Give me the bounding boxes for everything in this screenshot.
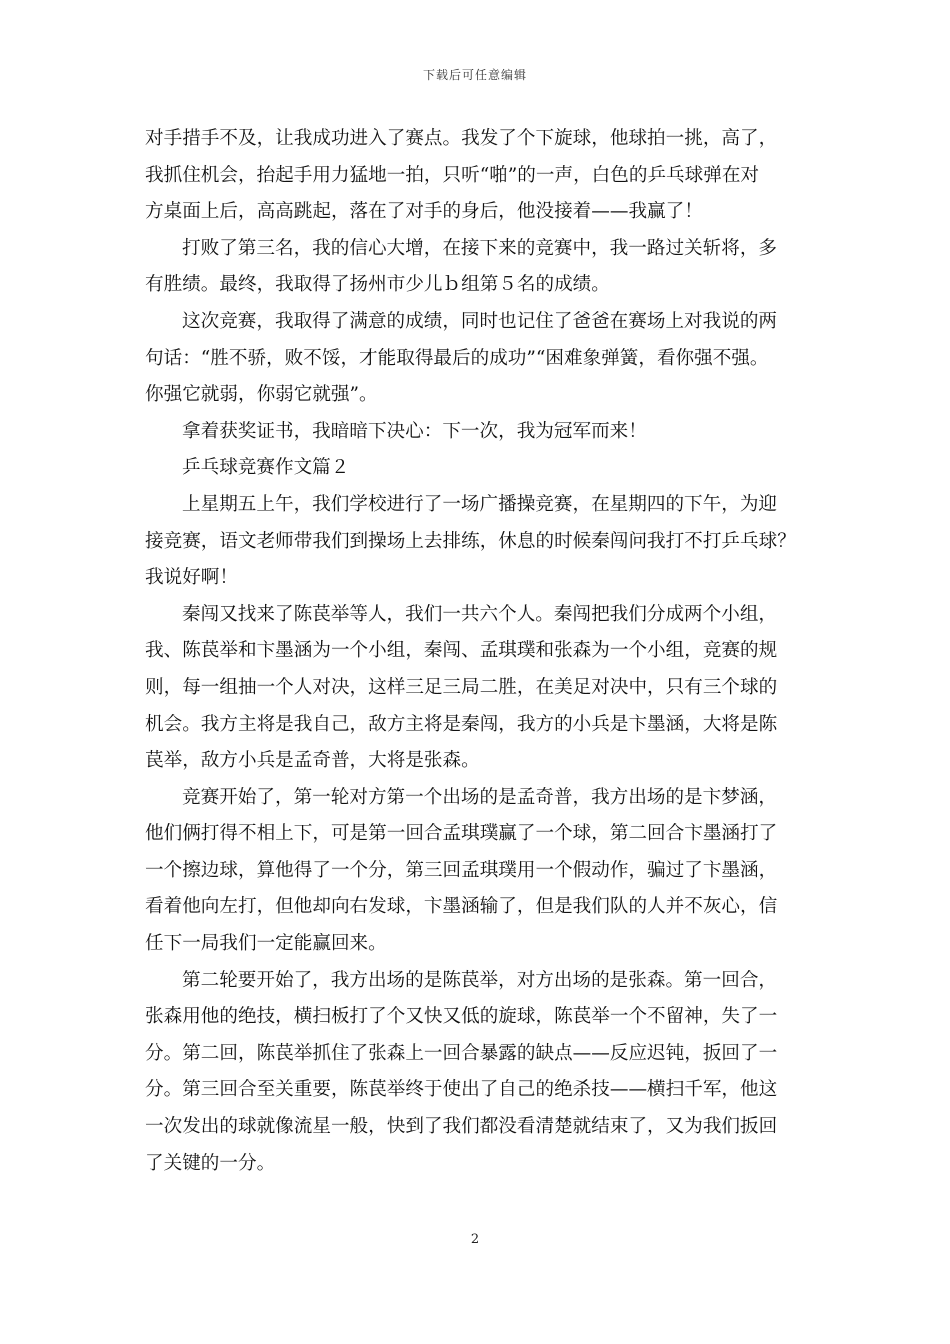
- text-line: 乒乓球竞赛作文篇２: [182, 457, 350, 479]
- document-body: [145, 121, 809, 1182]
- text-line: 张森用他的绝技，横扫板打了个又快又低的旋球，陈苠举一个不留神，失了一: [145, 1006, 778, 1028]
- page-number: 2: [470, 1232, 480, 1247]
- text-line: 机会。我方主将是我自己，敌方主将是秦闯，我方的小兵是卞墨涵，大将是陈: [145, 713, 778, 735]
- text-line: 拿着获奖证书，我暗暗下决心：下一次，我为冠军而来！: [182, 420, 647, 442]
- text-line: 一个擦边球，算他得了一个分，第三回孟琪璞用一个假动作，骗过了卞墨涵，: [145, 859, 778, 881]
- text-line: 这次竞赛，我取得了满意的成绩，同时也记住了爸爸在赛场上对我说的两: [182, 310, 778, 332]
- text-line: 任下一局我们一定能赢回来。: [145, 933, 387, 955]
- text-line: 分。第二回，陈苠举抓住了张森上一回合暴露的缺点——反应迟钝，扳回了一: [145, 1042, 778, 1064]
- text-line: 他们俩打得不相上下，可是第一回合孟琪璞赢了一个球，第二回合卞墨涵打了: [145, 823, 778, 845]
- text-line: 接竞赛，语文老师带我们到操场上去排练，休息的时候秦闯问我打不打乒乓球？: [145, 530, 796, 552]
- text-line: 有胜绩。最终，我取得了扬州市少儿ｂ组第５名的成绩。: [145, 274, 610, 296]
- text-line: 苠举，敌方小兵是孟奇普，大将是张森。: [145, 750, 480, 772]
- text-line: 一次发出的球就像流星一般，快到了我们都没看清楚就结束了，又为我们扳回: [145, 1116, 778, 1138]
- text-line: 第二轮要开始了，我方出场的是陈苠举，对方出场的是张森。第一回合，: [182, 969, 778, 991]
- text-line: 我抓住机会，抬起手用力猛地一拍，只听“啪”的一声，白色的乒乓球弹在对: [145, 164, 760, 186]
- text-line: 了关键的一分。: [145, 1152, 276, 1174]
- text-line: 竞赛开始了，第一轮对方第一个出场的是孟奇普，我方出场的是卞梦涵，: [182, 786, 778, 808]
- text-line: 我、陈苠举和卞墨涵为一个小组，秦闯、孟琪璞和张森为一个小组，竞赛的规: [145, 640, 778, 662]
- text-line: 我说好啊！: [145, 567, 238, 589]
- text-line: 打败了第三名，我的信心大增，在接下来的竞赛中，我一路过关斩将，多: [182, 237, 778, 259]
- text-line: 分。第三回合至关重要，陈苠举终于使出了自己的绝杀技——横扫千军，他这: [145, 1079, 778, 1101]
- text-line: 你强它就弱，你弱它就强”。: [145, 384, 378, 406]
- text-line: 句话：“胜不骄，败不馁，才能取得最后的成功”“困难象弹簧，看你强不强。: [145, 347, 769, 369]
- text-line: 对手措手不及，让我成功进入了赛点。我发了个下旋球，他球拍一挑，高了，: [145, 128, 778, 149]
- text-line: 看着他向左打，但他却向右发球，卞墨涵输了，但是我们队的人并不灰心，信: [145, 896, 778, 918]
- text-line: 上星期五上午，我们学校进行了一场广播操竞赛，在星期四的下午，为迎: [182, 493, 778, 515]
- text-line: 则，每一组抽一个人对决，这样三足三局二胜，在美足对决中，只有三个球的: [145, 676, 778, 698]
- page-header: 下载后可任意编辑: [422, 68, 527, 82]
- text-line: 秦闯又找来了陈苠举等人，我们一共六个人。秦闯把我们分成两个小组，: [182, 603, 778, 625]
- text-line: 方桌面上后，高高跳起，落在了对手的身后，他没接着——我赢了！: [145, 201, 703, 223]
